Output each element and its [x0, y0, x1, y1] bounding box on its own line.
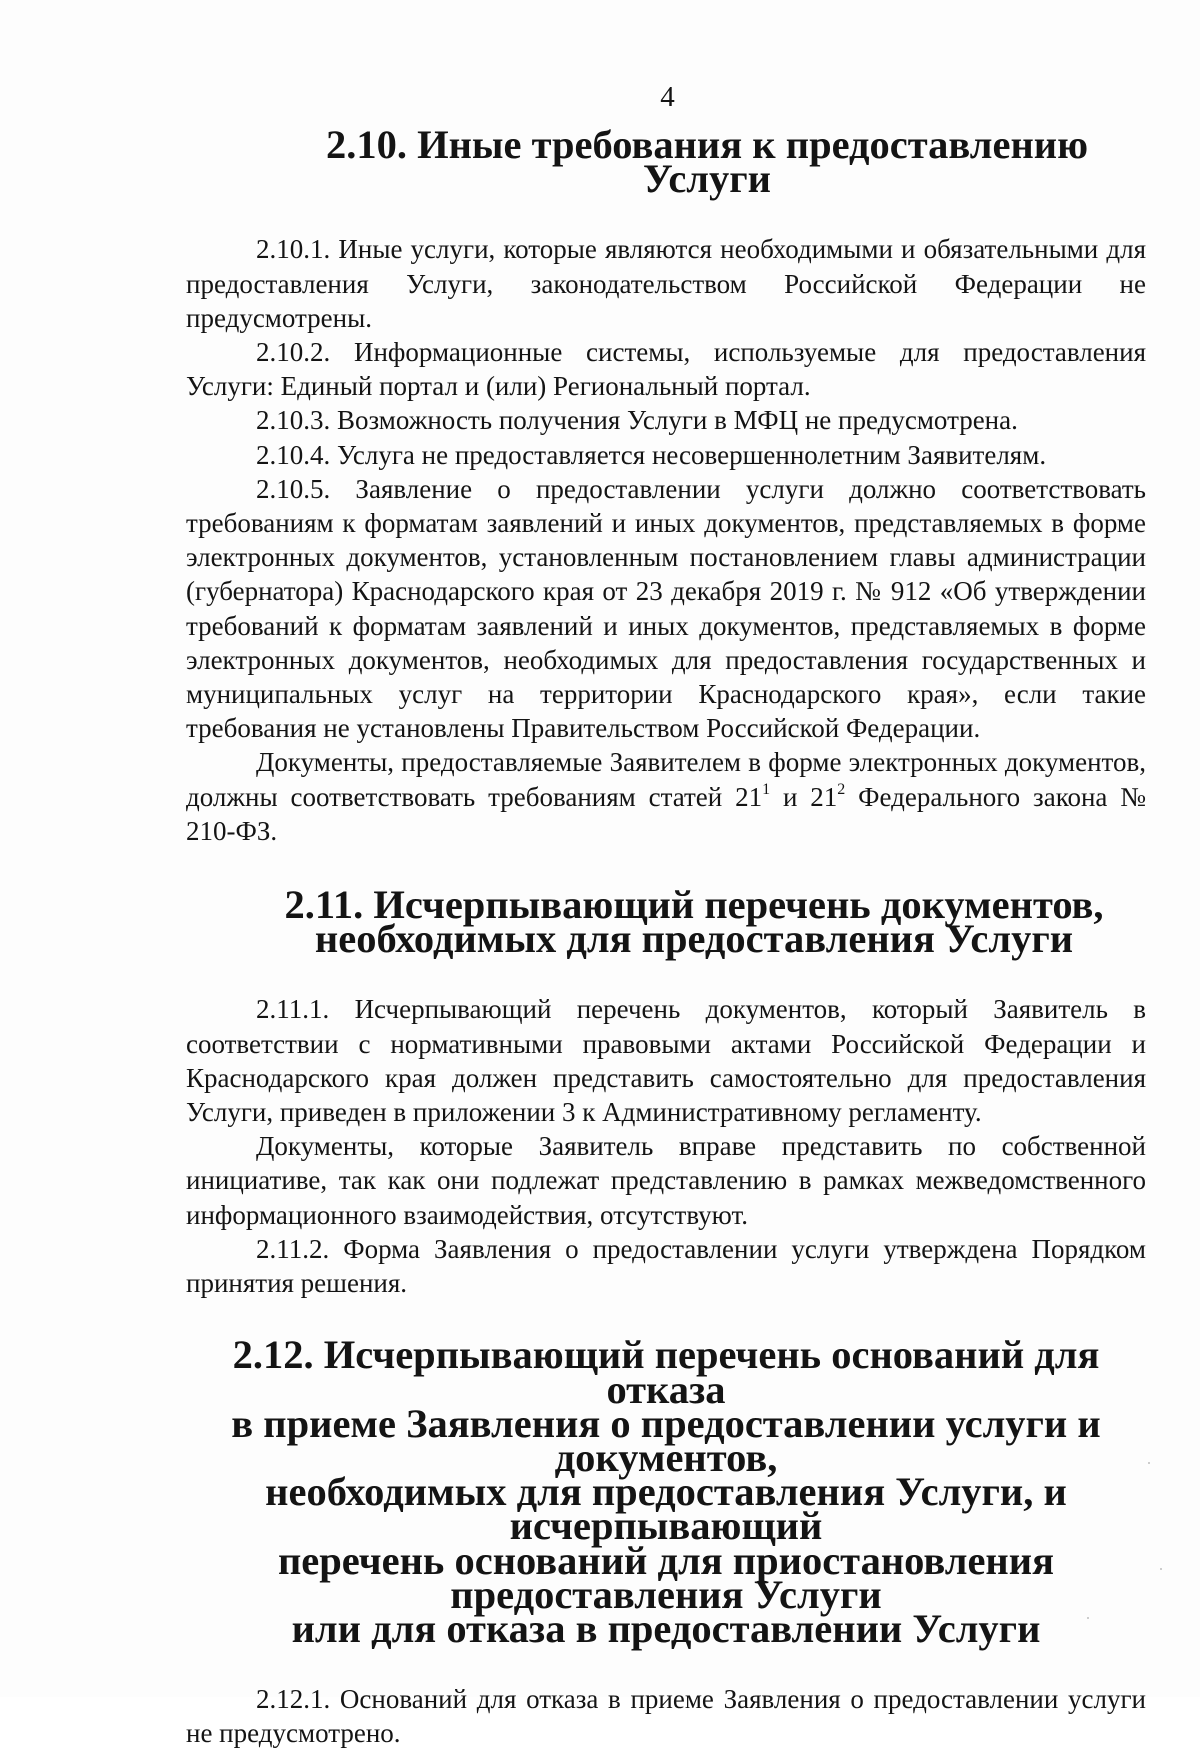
paragraph-2-10-5: 2.10.5. Заявление о предоставлении услуги должно соответствовать требованиям к форматам заявлений и иных документов, представляемых в форме электронных документов, установленным постановлением главы администрации (губернатора) Краснодарского края от 23 декабря 2019 г. № 912 «Об утверждении требований к форматам заявлений и иных документов, представляемых в форме электронных документов, необходимых для предоставления государственных и муниципальных услуг на территории Краснодарского края», если такие требования не установлены Правительством Российской Федерации. — [186, 473, 1146, 744]
superscript-1: 1 — [762, 780, 771, 798]
heading-line: 2.12. Исчерпывающий перечень оснований для отказа — [232, 1332, 1100, 1412]
document-body — [186, 122, 1146, 1751]
heading-line: или для отказа в предоставлении Услуги — [291, 1605, 1041, 1651]
section-2-12-heading — [186, 1332, 1146, 1651]
heading-line: необходимых для предоставления Услуги, и исчерпывающий — [265, 1469, 1067, 1549]
scan-speck — [1087, 1617, 1089, 1619]
scan-speck — [1160, 1568, 1162, 1570]
scan-speck — [1148, 1462, 1150, 1464]
page-number: 4 — [660, 81, 675, 113]
paragraph-text: и 21 — [770, 781, 838, 812]
paragraph-text: Федерального закона № 210-ФЗ. — [186, 781, 1146, 846]
heading-line: 2.11. Исчерпывающий перечень документов, — [284, 882, 1104, 928]
heading-line: перечень оснований для приостановления предоставления Услуги — [277, 1537, 1055, 1617]
heading-line: в приеме Заявления о предоставлении услуги и документов, — [231, 1400, 1101, 1480]
paragraph-2-10-2: 2.10.2. Информационные системы, используемые для предоставления Услуги: Единый портал и (или) Региональный портал. — [186, 337, 1146, 402]
paragraph-2-10-1: 2.10.1. Иные услуги, которые являются необходимыми и обязательными для предоставления Услуги, законодательством Российской Федерации не предусмотрены. — [186, 234, 1146, 333]
paragraph-2-12-1: 2.12.1. Оснований для отказа в приеме Заявления о предоставлении услуги не предусмотрено. — [186, 1684, 1146, 1749]
paragraph-2-11-documents: Документы, которые Заявитель вправе представить по собственной инициативе, так как они подлежат представлению в рамках межведомственного информационного взаимодействия, отсутствуют. — [186, 1131, 1146, 1230]
paragraph-2-10-4: 2.10.4. Услуга не предоставляется несовершеннолетним Заявителям. — [256, 439, 1047, 470]
paragraph-2-11-1: 2.11.1. Исчерпывающий перечень документов, который Заявитель в соответствии с нормативными правовыми актами Российской Федерации и Краснодарского края должен представить самостоятельно для предоставления Услуги, приведен в приложении 3 к Административному регламенту. — [186, 994, 1146, 1128]
heading-line: необходимых для предоставления Услуги — [314, 916, 1074, 962]
paragraph-text: Документы, предоставляемые Заявителем в форме электронных документов, должны соответствовать требованиям статей 21 — [186, 747, 1146, 812]
superscript-2: 2 — [837, 780, 846, 798]
paragraph-2-10-3: 2.10.3. Возможность получения Услуги в МФЦ не предусмотрена. — [256, 405, 1018, 436]
section-2-10-heading: 2.10. Иные требования к предоставлению Услуги — [325, 122, 1089, 202]
paragraph-2-11-2: 2.11.2. Форма Заявления о предоставлении услуги утверждена Порядком принятия решения. — [186, 1233, 1146, 1299]
section-2-11-heading — [242, 882, 1146, 962]
paragraph-2-10-documents — [186, 745, 1146, 848]
